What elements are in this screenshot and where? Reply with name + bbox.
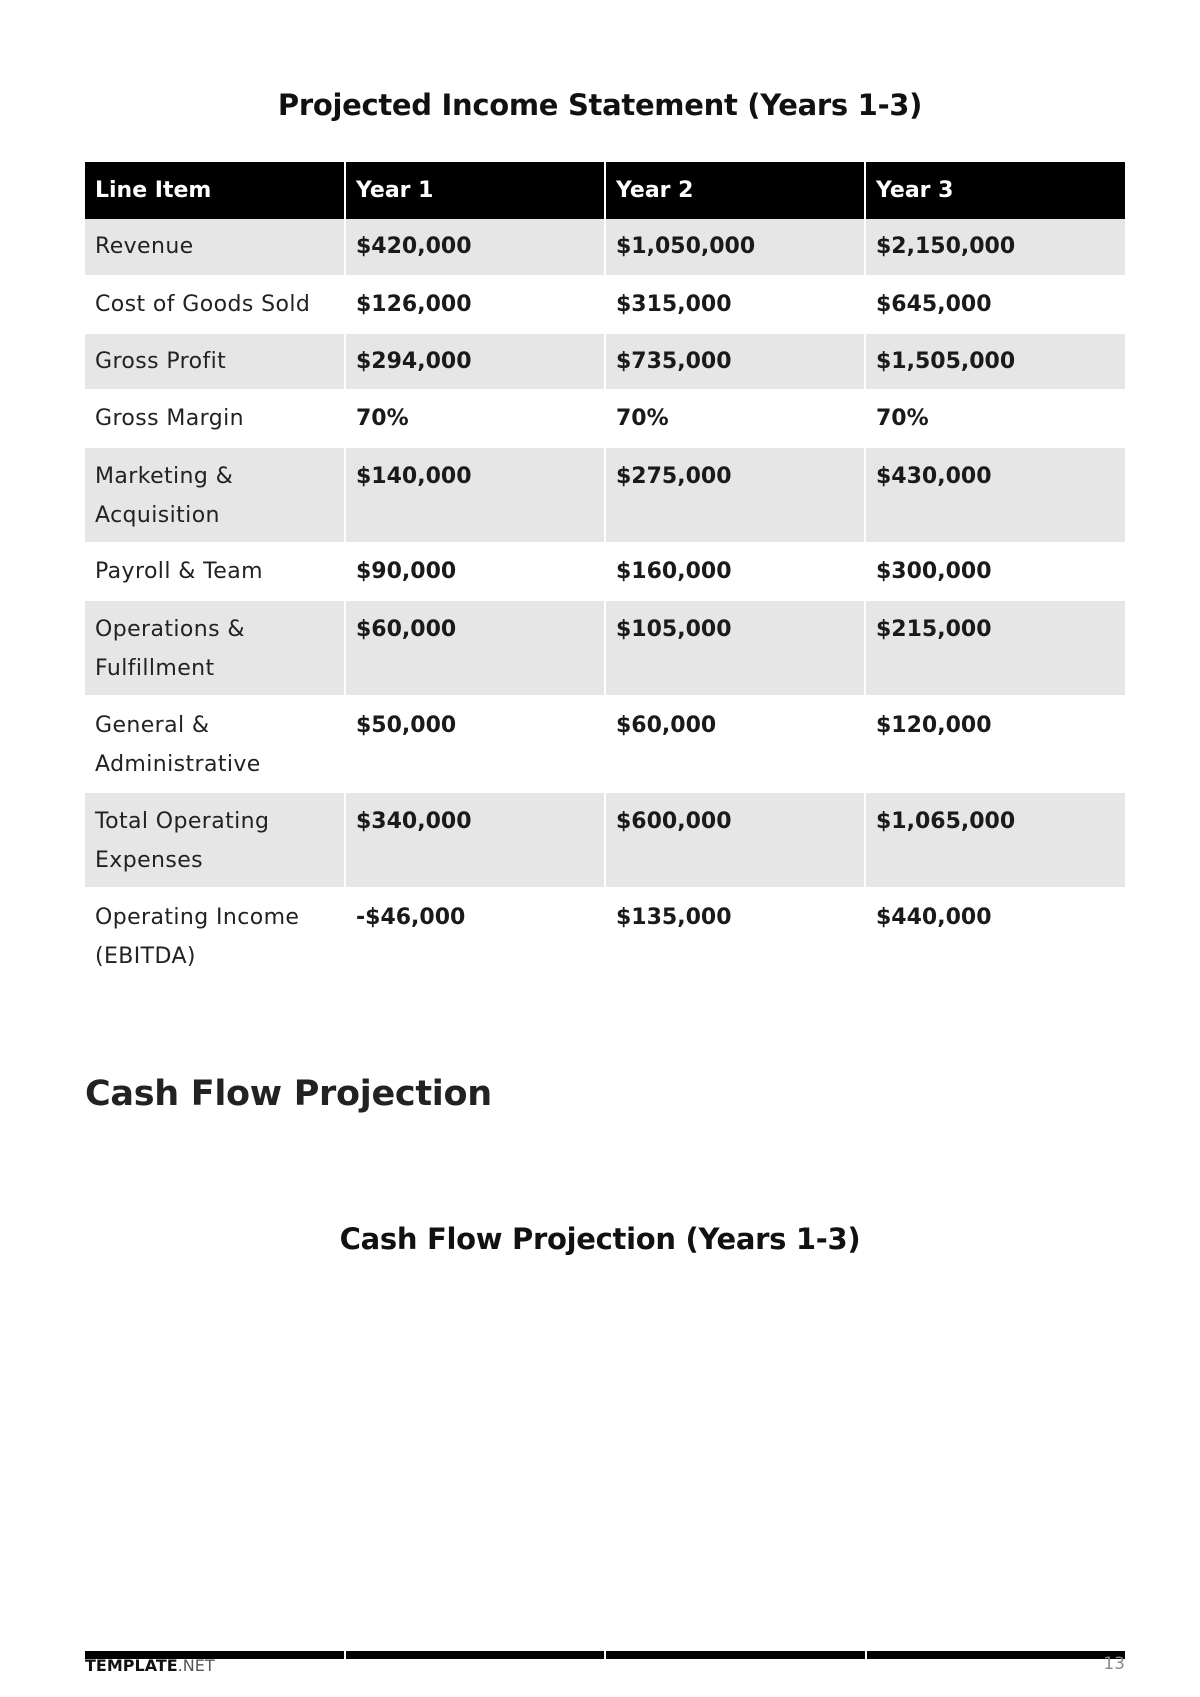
footer-brand-logo xyxy=(85,1656,215,1675)
year-1-value: $90,000 xyxy=(345,543,605,600)
row-label: Marketing & Acquisition xyxy=(85,447,345,543)
year-2-value: $160,000 xyxy=(605,543,865,600)
row-label: Gross Profit xyxy=(85,333,345,390)
year-2-value: $735,000 xyxy=(605,333,865,390)
year-1-value: 70% xyxy=(345,390,605,447)
footer-divider-segment xyxy=(606,1651,865,1659)
year-3-value: $2,150,000 xyxy=(865,219,1125,276)
year-3-value: $645,000 xyxy=(865,276,1125,333)
brand-light-text: .NET xyxy=(177,1656,215,1675)
year-3-value: $1,505,000 xyxy=(865,333,1125,390)
year-1-value: $60,000 xyxy=(345,600,605,696)
year-3-value: $1,065,000 xyxy=(865,792,1125,888)
year-2-value: $1,050,000 xyxy=(605,219,865,276)
table-row xyxy=(85,543,1125,600)
table-row xyxy=(85,888,1125,984)
table-row xyxy=(85,792,1125,888)
brand-bold-text: TEMPLATE xyxy=(85,1656,178,1675)
table-row xyxy=(85,600,1125,696)
year-1-value: $420,000 xyxy=(345,219,605,276)
year-1-value: $140,000 xyxy=(345,447,605,543)
year-3-value: $430,000 xyxy=(865,447,1125,543)
table-row xyxy=(85,696,1125,792)
year-2-value: $600,000 xyxy=(605,792,865,888)
year-2-value: $105,000 xyxy=(605,600,865,696)
year-2-value: $315,000 xyxy=(605,276,865,333)
table-row xyxy=(85,447,1125,543)
cash-flow-section-heading: Cash Flow Projection xyxy=(85,1074,492,1114)
footer-divider-segment xyxy=(346,1651,605,1659)
header-year-1: Year 1 xyxy=(345,162,605,219)
table-row xyxy=(85,219,1125,276)
page-number: 13 xyxy=(1103,1654,1125,1674)
row-label: Gross Margin xyxy=(85,390,345,447)
row-label: Operating Income (EBITDA) xyxy=(85,888,345,984)
income-statement-table xyxy=(85,162,1125,985)
year-2-value: $135,000 xyxy=(605,888,865,984)
cash-flow-table-title: Cash Flow Projection (Years 1-3) xyxy=(339,1222,861,1256)
year-2-value: 70% xyxy=(605,390,865,447)
year-3-value: $120,000 xyxy=(865,696,1125,792)
table-row xyxy=(85,390,1125,447)
year-1-value: $340,000 xyxy=(345,792,605,888)
table-header-row xyxy=(85,162,1125,219)
row-label: Cost of Goods Sold xyxy=(85,276,345,333)
year-1-value: $126,000 xyxy=(345,276,605,333)
header-year-3: Year 3 xyxy=(865,162,1125,219)
year-2-value: $275,000 xyxy=(605,447,865,543)
year-3-value: $300,000 xyxy=(865,543,1125,600)
table-row xyxy=(85,276,1125,333)
row-label: General & Administrative xyxy=(85,696,345,792)
income-statement-title: Projected Income Statement (Years 1-3) xyxy=(277,88,923,122)
table-row xyxy=(85,333,1125,390)
year-3-value: 70% xyxy=(865,390,1125,447)
row-label: Revenue xyxy=(85,219,345,276)
year-1-value: -$46,000 xyxy=(345,888,605,984)
footer-divider-segment xyxy=(867,1651,1126,1659)
year-3-value: $215,000 xyxy=(865,600,1125,696)
year-1-value: $294,000 xyxy=(345,333,605,390)
footer-divider xyxy=(85,1651,1125,1659)
year-2-value: $60,000 xyxy=(605,696,865,792)
header-line-item: Line Item xyxy=(85,162,345,219)
row-label: Total Operating Expenses xyxy=(85,792,345,888)
year-1-value: $50,000 xyxy=(345,696,605,792)
year-3-value: $440,000 xyxy=(865,888,1125,984)
row-label: Payroll & Team xyxy=(85,543,345,600)
row-label: Operations & Fulfillment xyxy=(85,600,345,696)
header-year-2: Year 2 xyxy=(605,162,865,219)
